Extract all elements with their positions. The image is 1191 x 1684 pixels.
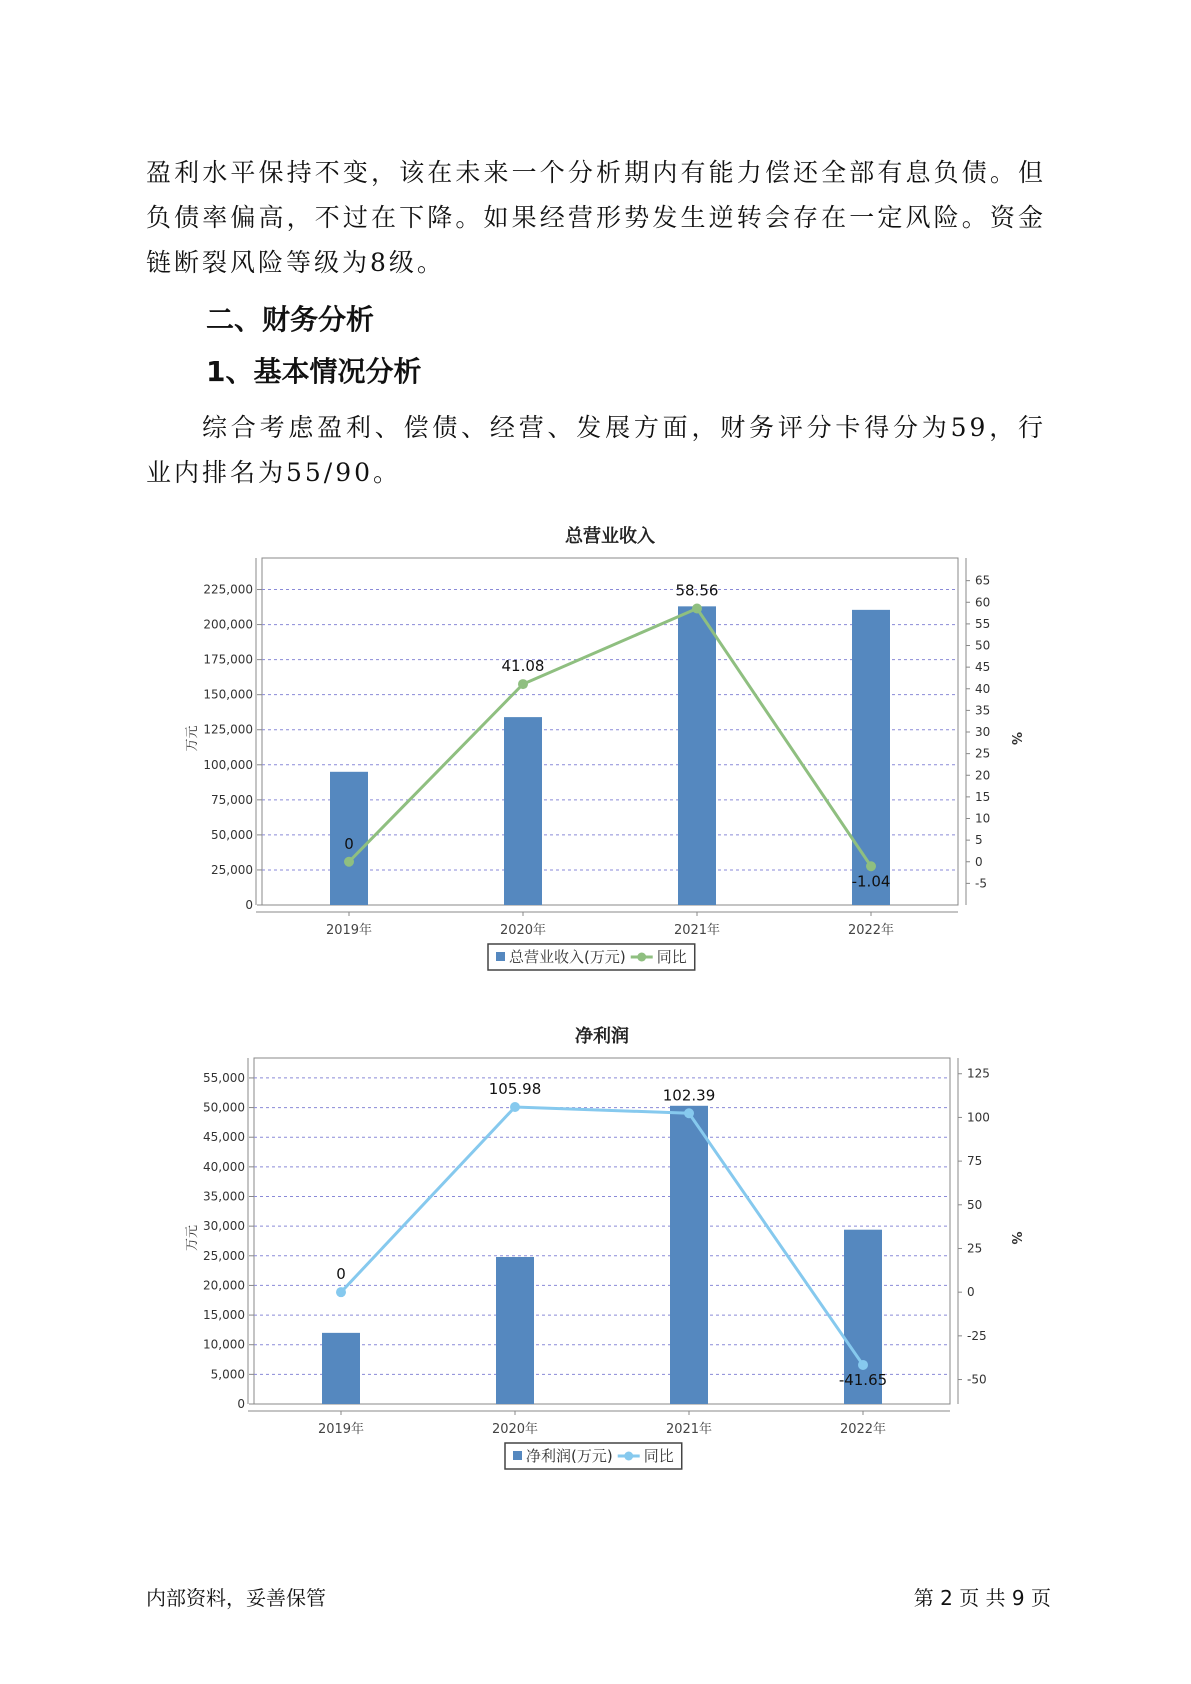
y-tick-label: 45,000 (203, 1130, 245, 1145)
net-profit-chart (0, 1020, 1191, 1490)
bar (670, 1106, 708, 1404)
line-point (692, 604, 702, 614)
legend-swatch-bar (496, 952, 505, 961)
y2-tick-label: -50 (967, 1372, 987, 1387)
y2-tick-label: 5 (975, 833, 983, 848)
y-tick-label: 55,000 (203, 1070, 245, 1085)
data-label: 105.98 (488, 1079, 542, 1098)
y-tick-label: 50,000 (211, 827, 253, 842)
section-heading: 二、财务分析 (206, 303, 375, 336)
y2-tick-label: 125 (967, 1066, 990, 1081)
y2-tick-label: 0 (975, 854, 983, 869)
y-tick-label: 15,000 (203, 1308, 245, 1323)
data-label: -1.04 (851, 872, 891, 891)
y-tick-label: 10,000 (203, 1337, 245, 1352)
legend-label: 净利润(万元) (526, 1447, 613, 1465)
x-tick-label: 2021年 (673, 923, 721, 938)
y2-tick-label: -25 (967, 1328, 987, 1343)
y2-tick-label: 55 (975, 616, 991, 631)
y2-tick-label: 0 (967, 1285, 975, 1300)
line-point (866, 861, 876, 871)
y2-tick-label: 65 (975, 573, 991, 588)
y2-tick-label: 15 (975, 789, 991, 804)
y-tick-label: 200,000 (203, 617, 253, 632)
bar (496, 1257, 534, 1404)
x-tick-label: 2020年 (491, 1422, 539, 1437)
data-label: 102.39 (662, 1086, 716, 1105)
chart-title: 总营业收入 (565, 526, 655, 547)
y-tick-label: 100,000 (203, 757, 253, 772)
x-tick-label: 2022年 (839, 1422, 887, 1437)
line-point (344, 857, 354, 867)
y2-tick-label: 50 (975, 638, 991, 653)
y-tick-label: 40,000 (203, 1159, 245, 1174)
line-point (684, 1108, 694, 1118)
y2-tick-label: 20 (975, 768, 991, 783)
y-tick-label: 75,000 (211, 792, 253, 807)
data-label: 0 (336, 1265, 346, 1284)
x-tick-label: 2019年 (317, 1422, 365, 1437)
x-tick-label: 2022年 (847, 923, 895, 938)
y2-tick-label: 25 (975, 746, 991, 761)
data-label: 41.08 (501, 657, 545, 676)
legend-swatch-point (624, 1452, 633, 1461)
bar (678, 606, 716, 905)
y2-tick-label: -5 (975, 876, 987, 891)
data-label: -41.65 (838, 1370, 888, 1389)
y-tick-label: 5,000 (210, 1367, 245, 1382)
y2-tick-label: 10 (975, 811, 991, 826)
revenue-chart (0, 520, 1191, 990)
y-tick-label: 175,000 (203, 652, 253, 667)
legend-label: 同比 (643, 1447, 674, 1465)
x-tick-label: 2021年 (665, 1422, 713, 1437)
y-tick-label: 35,000 (203, 1189, 245, 1204)
line-point (510, 1102, 520, 1112)
y2-tick-label: 50 (967, 1197, 983, 1212)
y-tick-label: 225,000 (203, 582, 253, 597)
chart-title: 净利润 (575, 1026, 629, 1047)
line-point (336, 1287, 346, 1297)
legend-label: 同比 (656, 948, 687, 966)
legend-swatch-bar (513, 1451, 522, 1460)
y-tick-label: 20,000 (203, 1278, 245, 1293)
summary-paragraph: 综合考虑盈利、偿债、经营、发展方面，财务评分卡得分为59，行业内排名为55/90。 (146, 413, 1046, 487)
y2-tick-label: 45 (975, 660, 991, 675)
y2-axis-title: % (1008, 1231, 1023, 1245)
y2-tick-label: 100 (967, 1110, 990, 1125)
y2-tick-label: 60 (975, 595, 991, 610)
y-axis-title: 万元 (185, 1224, 200, 1252)
y-tick-label: 30,000 (203, 1219, 245, 1234)
intro-paragraph: 盈利水平保持不变，该在未来一个分析期内有能力偿还全部有息负债。但负债率偏高，不过在下降。如果经营形势发生逆转会存在一定风险。资金链断裂风险等级为8级。 (146, 158, 1046, 277)
y2-tick-label: 35 (975, 703, 991, 718)
y-tick-label: 25,000 (211, 862, 253, 877)
line-point (518, 679, 528, 689)
legend-swatch-point (637, 953, 646, 962)
line-point (858, 1360, 868, 1370)
footer-page-number: 第 2 页 共 9 页 (913, 1586, 1051, 1610)
y2-axis-title: % (1008, 731, 1023, 746)
y2-tick-label: 25 (967, 1241, 983, 1256)
data-label: 0 (344, 834, 354, 853)
bar (504, 717, 542, 905)
bar (852, 610, 890, 905)
data-label: 58.56 (675, 581, 719, 600)
subsection-heading: 1、基本情况分析 (206, 355, 422, 388)
y2-tick-label: 40 (975, 681, 991, 696)
y-tick-label: 0 (237, 1397, 245, 1411)
y2-tick-label: 75 (967, 1154, 983, 1169)
y-tick-label: 0 (245, 898, 253, 912)
y-tick-label: 25,000 (203, 1248, 245, 1263)
x-tick-label: 2019年 (325, 923, 373, 938)
y-axis-title: 万元 (185, 725, 200, 752)
bar (322, 1333, 360, 1404)
y-tick-label: 50,000 (203, 1100, 245, 1115)
footer-confidential: 内部资料，妥善保管 (146, 1586, 326, 1610)
y-tick-label: 125,000 (203, 722, 253, 737)
y-tick-label: 150,000 (203, 687, 253, 702)
legend-label: 总营业收入(万元) (509, 948, 626, 966)
y2-tick-label: 30 (975, 725, 991, 740)
x-tick-label: 2020年 (499, 923, 547, 938)
